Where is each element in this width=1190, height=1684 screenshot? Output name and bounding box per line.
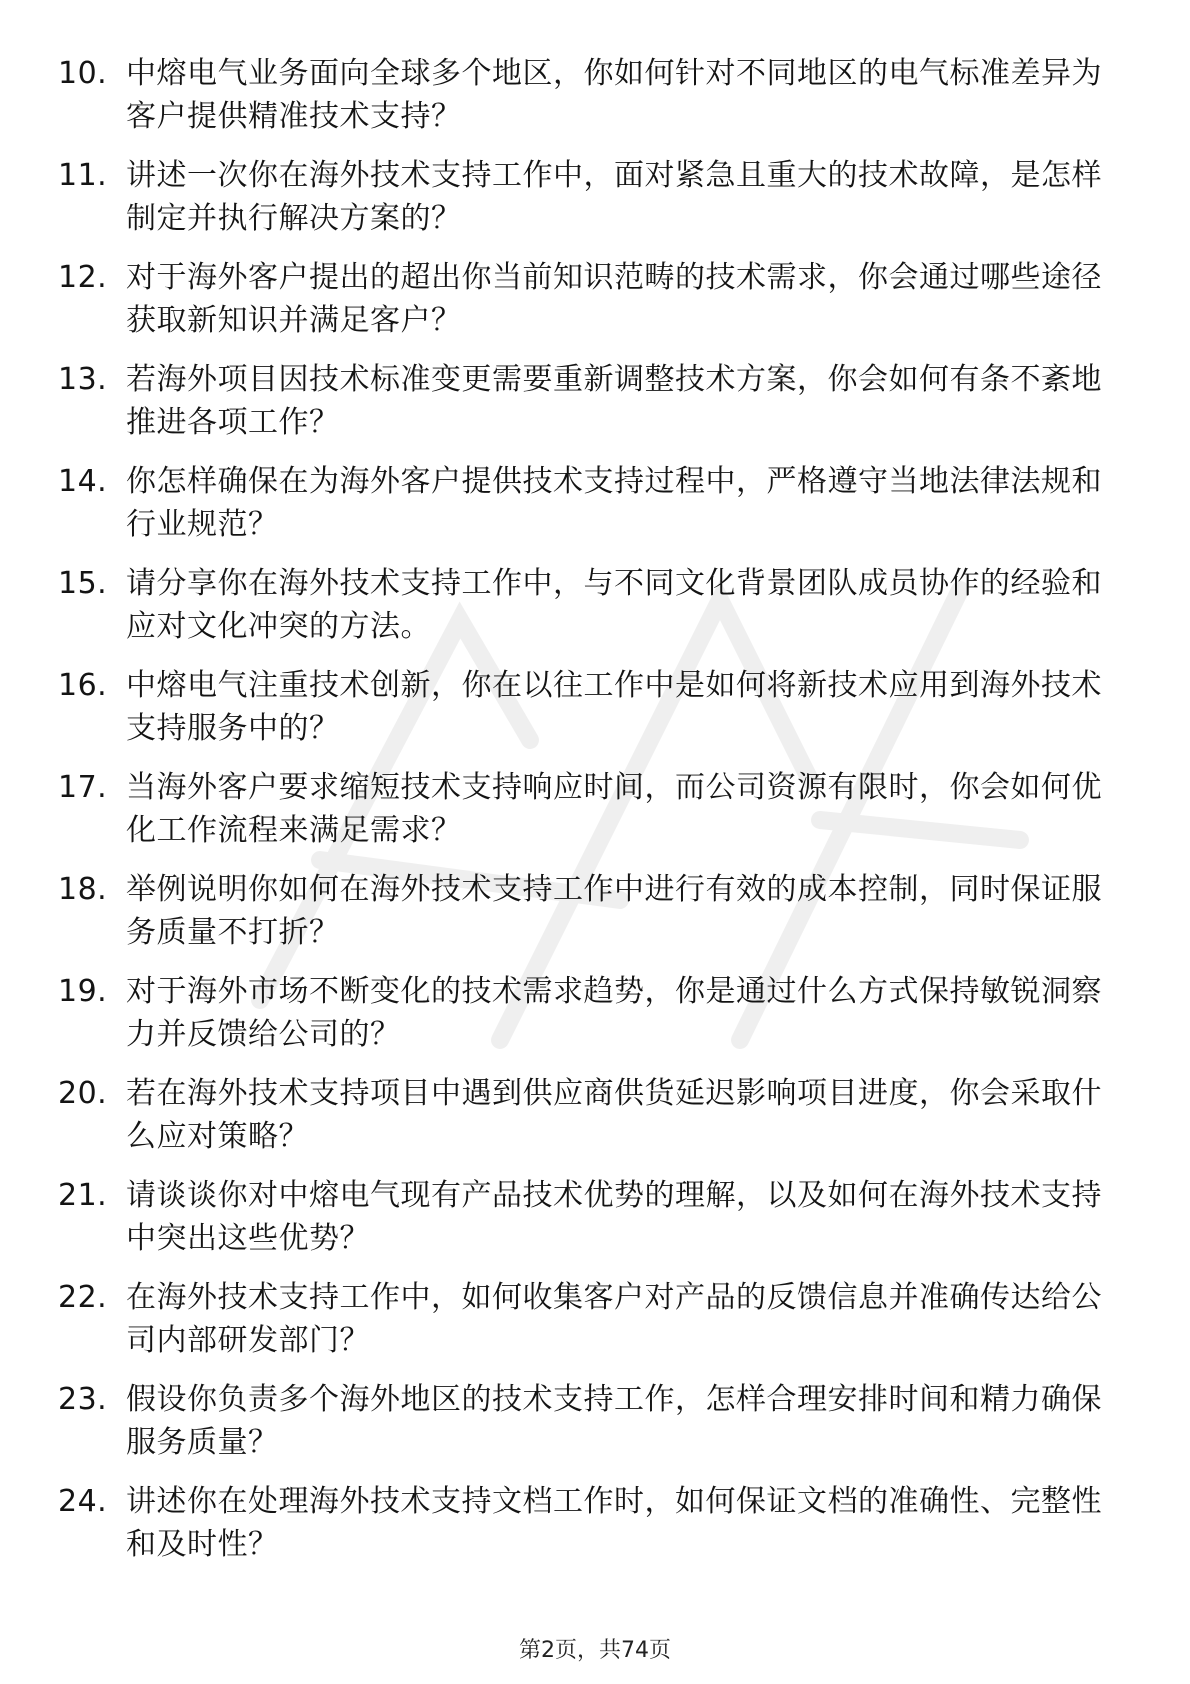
- question-item: [58, 1378, 1118, 1464]
- question-number: 17.: [58, 770, 108, 805]
- question-item: [58, 766, 1118, 852]
- question-number: 10.: [58, 56, 108, 91]
- question-item: [58, 460, 1118, 546]
- question-number: 16.: [58, 668, 108, 703]
- question-item: [58, 154, 1118, 240]
- question-number: 11.: [58, 158, 108, 193]
- question-item: [58, 1276, 1118, 1362]
- question-text: 对于海外市场不断变化的技术需求趋势，你是通过什么方式保持敏锐洞察力并反馈给公司的？: [126, 974, 1102, 1052]
- question-text: 中熔电气注重技术创新，你在以往工作中是如何将新技术应用到海外技术支持服务中的？: [126, 668, 1102, 746]
- question-number: 18.: [58, 872, 108, 907]
- question-text: 中熔电气业务面向全球多个地区，你如何针对不同地区的电气标准差异为客户提供精准技术支持？: [126, 56, 1102, 134]
- question-item: [58, 52, 1118, 138]
- question-item: [58, 970, 1118, 1056]
- question-text: 举例说明你如何在海外技术支持工作中进行有效的成本控制，同时保证服务质量不打折？: [126, 872, 1102, 950]
- question-text: 你怎样确保在为海外客户提供技术支持过程中，严格遵守当地法律法规和行业规范？: [126, 464, 1102, 542]
- question-item: [58, 664, 1118, 750]
- question-text: 假设你负责多个海外地区的技术支持工作，怎样合理安排时间和精力确保服务质量？: [126, 1382, 1102, 1460]
- question-text: 请谈谈你对中熔电气现有产品技术优势的理解，以及如何在海外技术支持中突出这些优势？: [126, 1178, 1102, 1256]
- question-list: [58, 52, 1118, 1582]
- question-item: [58, 868, 1118, 954]
- question-item: [58, 562, 1118, 648]
- question-text: 讲述一次你在海外技术支持工作中，面对紧急且重大的技术故障，是怎样制定并执行解决方案的？: [126, 158, 1102, 236]
- question-text: 对于海外客户提出的超出你当前知识范畴的技术需求，你会通过哪些途径获取新知识并满足客户？: [126, 260, 1102, 338]
- question-text: 若在海外技术支持项目中遇到供应商供货延迟影响项目进度，你会采取什么应对策略？: [126, 1076, 1102, 1154]
- question-number: 24.: [58, 1484, 108, 1519]
- question-number: 22.: [58, 1280, 108, 1315]
- question-number: 12.: [58, 260, 108, 295]
- question-number: 15.: [58, 566, 108, 601]
- question-item: [58, 1072, 1118, 1158]
- question-text: 在海外技术支持工作中，如何收集客户对产品的反馈信息并准确传达给公司内部研发部门？: [126, 1280, 1102, 1358]
- question-number: 21.: [58, 1178, 108, 1213]
- question-item: [58, 256, 1118, 342]
- question-item: [58, 1174, 1118, 1260]
- question-number: 13.: [58, 362, 108, 397]
- question-number: 14.: [58, 464, 108, 499]
- page-footer: 第2页，共74页: [519, 1638, 671, 1663]
- question-item: [58, 358, 1118, 444]
- question-number: 20.: [58, 1076, 108, 1111]
- question-text: 讲述你在处理海外技术支持文档工作时，如何保证文档的准确性、完整性和及时性？: [126, 1484, 1102, 1562]
- question-number: 23.: [58, 1382, 108, 1417]
- question-text: 若海外项目因技术标准变更需要重新调整技术方案，你会如何有条不紊地推进各项工作？: [126, 362, 1102, 440]
- question-item: [58, 1480, 1118, 1566]
- question-number: 19.: [58, 974, 108, 1009]
- question-text: 当海外客户要求缩短技术支持响应时间，而公司资源有限时，你会如何优化工作流程来满足需求？: [126, 770, 1102, 848]
- question-text: 请分享你在海外技术支持工作中，与不同文化背景团队成员协作的经验和应对文化冲突的方法。: [126, 566, 1102, 644]
